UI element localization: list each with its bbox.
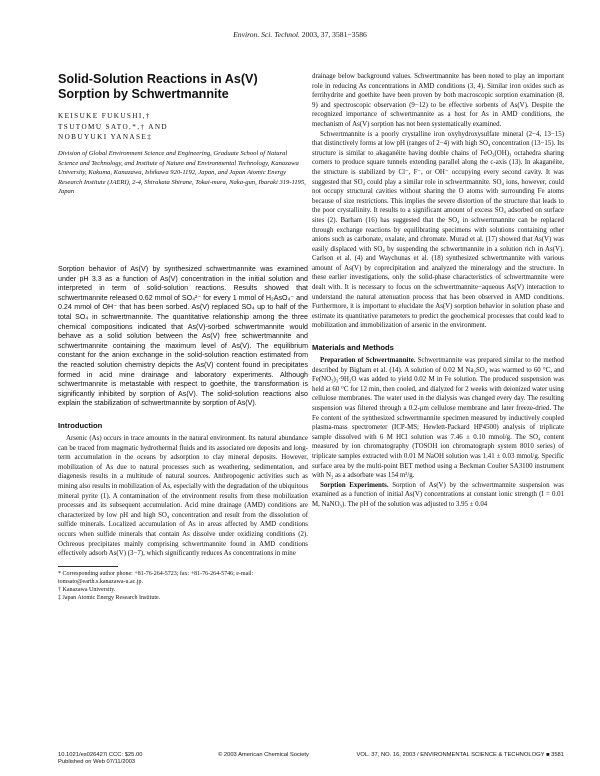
affiliation: Division of Global Environment Science and Engineering, Graduate School of Natural Science and Technology, and Institute of Nature and Environmental Technology, Kanazawa University, Kakuma, Kanazawa, Ishikawa 920-1192, Japan, and Japan Atomic Energy Research Institute (JAERI), 2-4, Shirakata Shirane, Tokai-mura, Naka-gun, Ibaraki 319-1195, Japan <box>58 150 306 196</box>
author: NOBUYUKI YANASE‡ <box>58 133 153 141</box>
body-paragraph: drainage below background values. Schwertmannite has been noted to play an important role in reducing As concentrations in AMD conditions (3, 4). Similar iron oxides such as ferrihydrite and goethite have been proven by both macroscopic sorption examination (8, 9) and spectroscopic observation (9−12) to be effective sorbents of As(V). Despite the recognized importance of schwertmannite as a host for As in AMD conditions, the mechanism of As(V) sorption has not been systematically examined. <box>312 73 564 128</box>
paragraph-text: Sorption of As(V) by the schwertmannite suspension was examined as a function of initial As(V) concentrations at constant ionic strength (I = 0.01 M, NaNO₃). The pH of the solution was adjusted to 3.95 ± 0.04 <box>312 481 564 508</box>
footnote-corresponding: * Corresponding author phone: +81-76-264-5723; fax: +81-76-264-5746; e-mail: tomsato@earth.s.kanazawa-u.ac.jp. <box>58 570 254 585</box>
subsection-title: Sorption Experiments. <box>320 481 389 489</box>
footer-copyright: © 2003 American Chemical Society <box>218 752 309 758</box>
subsection-title: Preparation of Schwertmannite. <box>320 357 416 365</box>
author: TSUTOMU SATO,*,† AND <box>58 122 169 131</box>
body-paragraph <box>312 356 564 481</box>
body-paragraph <box>312 481 564 510</box>
introduction-paragraph: Arsenic (As) occurs in trace amounts in the natural environment. Its natural abundance can be traced from magmatic hydrothermal fluids and its associated ore deposits and long-term accumulation in the oceans by adsorption to clay mineral deposits. However, mobilization of As due to natural processes such as weathering, sedimentation, and diagenesis results in a multitude of natural sources. Anthropogenic activities such as mining also results in mobilization of As, especially with the degradation of the ubiquitous mineral pyrite (1). A contamination of the environment results from these mobilization processes and its subsequent accumulation. Acid mine drainage (AMD) conditions are characterized by low pH and high SO₄ concentration and result from the dissolution of sulfide minerals. Localized accumulation of As in areas affected by AMD conditions occurs when sulfide minerals that contain As dissolve under oxidizing conditions (2). Ochreous precipitates mainly comprising schwertmannite found in AMD conditions effectively adsorb As(V) (3−7), which significantly reduces As concentrations in mine <box>58 434 308 558</box>
right-column <box>312 72 564 510</box>
footer-doi <box>58 752 238 767</box>
introduction-heading: Introduction <box>58 420 103 430</box>
footer-journal: VOL. 37, NO. 16, 2003 / ENVIRONMENTAL SCIENCE & TECHNOLOGY ■ 3581 <box>356 752 564 758</box>
doi: 10.1021/es026427i CCC: $25.00 <box>58 752 143 758</box>
methods-heading: Materials and Methods <box>312 343 394 353</box>
publication-date: Published on Web 07/11/2003 <box>58 759 136 766</box>
citation: 2003, 37, 3581−3586 <box>301 30 367 39</box>
author-list <box>58 111 308 143</box>
author: KEISUKE FUKUSHI,† <box>58 112 151 120</box>
footnote-divider <box>58 566 118 567</box>
body-paragraph: Schwertmannite is a poorly crystalline iron oxyhydroxysulfate mineral (2−4, 13−15) that distinctively forms at low pH (ranges of 2−4) with high SO₄ concentration (13−15). Its structure is similar to akaganéite having double chains of FeO₃(OH)₃ octahedra sharing corners to produce square tunnels extending parallel along the c-axis (13). In akaganéite, the structure is stabilized by Cl⁻, F⁻, or OH⁻ occupying every second cavity. It was suggested that SO₄ could play a similar role in schwertmannite. SO₄ ions, however, could not occupy structural cavities without sharing the O atoms with surrounding Fe atoms because of size restrictions. This implies the severe distortion of the structure that leads to the poor crystallinity. It results to a significant amount of excess SO₄ adsorbed on surface sites (2). Barham (16) has suggested that the SO₄ in schwertmannite can be replaced through exchange reactions by equilibrating specimens with solutions containing other anions such as carbonate, oxalate, and chromate. Murad et al. (17) showed that As(V) was easily displaced with SO₄ by suspending the schwertmannite in a solution rich in As(V). Carlson et al. (4) and Waychunas et al. (18) synthesized schwertmannite with various amount of As(V) by coprecipitation and analyzed the mineralogy and the structure. In these earlier investigations, only the solid-phase characteristics of schwertmannite were dealt with. It is necessary to focus on the schwertmannite−aqueous As(V) interaction to understand the natural attenuation process that has been observed in AMD conditions. Furthermore, it is important to elucidate the As(V) sorption behavior in solution phase and estimate its quantitative parameters to predict the geochemical processes that could lead to mobilization and immobilization of arsenic in the environment. <box>312 130 564 330</box>
abstract: Sorption behavior of As(V) by synthesized schwertmannite was examined under pH 3.3 as a function of As(V) concentration in the initial solution and interpreted in term of solid-solution reactions. Results showed that schwertmannite released 0.62 mmol of SO₄²⁻ for every 1 mmol of H₂AsO₄⁻ and 0.24 mmol of OH⁻ that has been sorbed. As(V) replaced SO₄ up to half of the total SO₄ in schwertmannite. The quantitative relationship among the three chemical compositions indicated that As(V)-sorbed schwertmannite would behave as a solid solution between the As(V) free schwertmannite and schwertmannite containing the maximum level of As(V). The equilibrium constant for the anion exchange in the solid-solution reaction estimated from the reacted solution chemistry depicts the As(V) content found in precipitates formed in acid mine drainage and laboratory experiments. Although schwertmannite is metastable with respect to goethite, the transformation is significantly inhibited by sorption of As(V). The solid-solution reactions also explain the stabilization of schwertmannite by sorption of As(V). <box>58 265 308 408</box>
article-title: Solid-Solution Reactions in As(V) Sorption by Schwertmannite <box>58 72 258 101</box>
footnote-affiliation-1: † Kanazawa University. <box>58 587 116 594</box>
left-column <box>58 72 308 603</box>
running-header <box>0 30 600 39</box>
journal-name: Environ. Sci. Technol. <box>233 30 300 39</box>
paragraph-text: Schwertmannite was prepared similar to the method described by Bigham et al. (14). A solution of 0.02 M Na₂SO₄ was warmed to 60 °C, and Fe(NO₃)₃·9H₂O was added to yield 0.02 M in Fe solution. The produced suspension was held at 60 °C for 12 min, then cooled, and dialyzed for 2 weeks with deionized water using cellulose membranes. The water used in the dialysis was changed every day. The resulting suspension was filtered through a 0.2-μm cellulose membrane and later freeze-dried. The Fe content of the synthesized schwertmannite specimen measured by inductively coupled plasma-mass spectrometer (ICP-MS; Hewlett-Packard HP4500) analysis of triplicate sample dissolved with 6 M HCl solution was 7.46 ± 0.10 mmol/g. The SO₄ content measured by ion chromatography (TOSOH ion chromatograph system 8010 series) of triplicate samples extracted with 0.01 M NaOH solution was 1.41 ± 0.03 mmol/g. Specific surface area by the multi-point BET method using a Beckman Coulter SA3100 instrument with N₂ as a adsorbate was 154 m²/g. <box>312 357 564 480</box>
footnote-affiliation-2: ‡ Japan Atomic Energy Research Institute. <box>58 595 161 602</box>
